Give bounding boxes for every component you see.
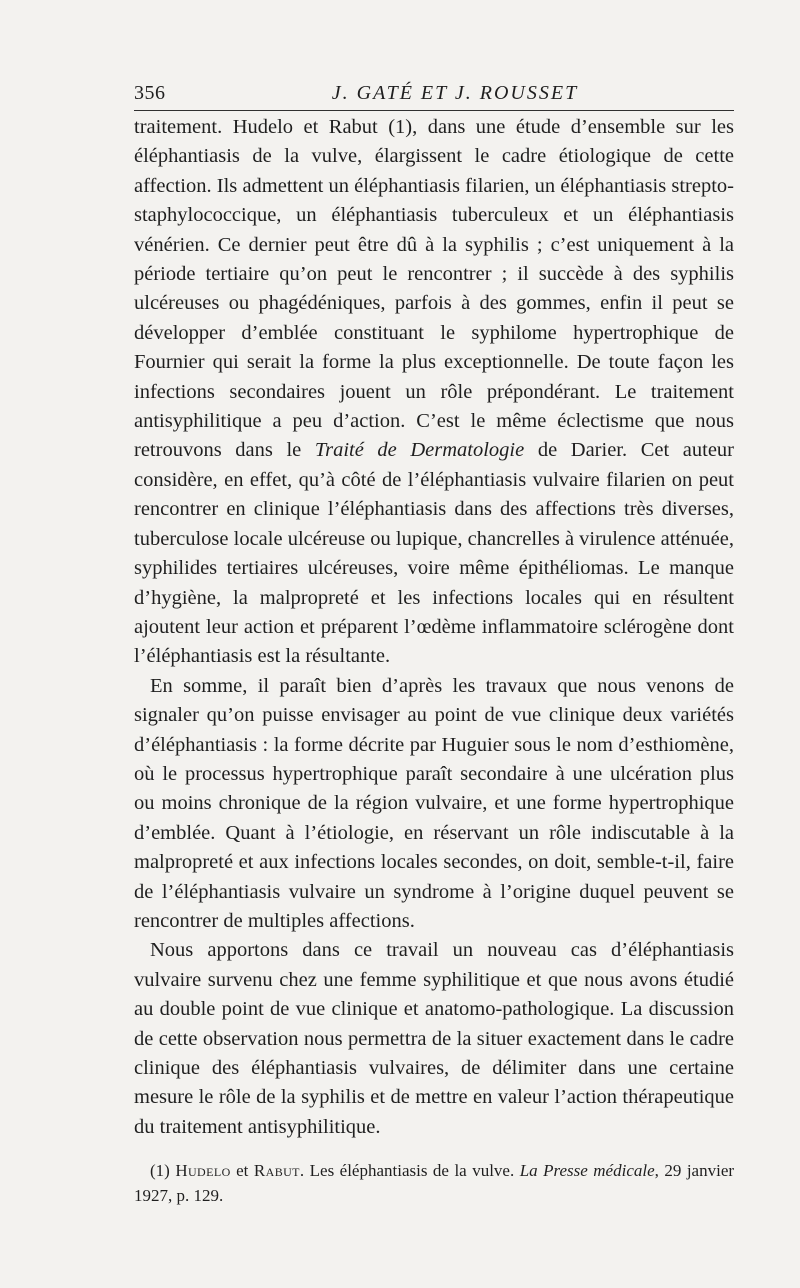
- footnote-author-2: Rabut: [253, 1161, 300, 1181]
- paragraph-1: [134, 113, 734, 672]
- paragraph-3: Nous apportons dans ce travail un nouveau cas d’éléphantiasis vulvaire survenu chez une femme syphilitique et que nous avons étudié au double point de vue clinique et anatomo-pathologique. La discussion de cette observation nous permettra de la situer exactement dans le cadre clinique des éléphantiasis vulvaires, de délimiter dans une certaine mesure le rôle de la syphilis et de mettre en valeur l’action thérapeutique du traitement antisyphilitique.: [134, 939, 734, 1138]
- footnote-marker: (1): [150, 1161, 170, 1181]
- paragraph-2: En somme, il paraît bien d’après les travaux que nous venons de signaler qu’on puisse envisager au point de vue clinique deux variétés d’éléphantiasis : la forme décrite par Huguier sous le nom d’esthiomène, où le processus hypertrophique paraît secondaire à une ulcération plus ou moins chronique de la région vulvaire, et une forme hypertrophique d’emblée. Quant à l’étiologie, en réservant un rôle indiscutable à la malpropreté et aux infections locales secondes, on doit, semble-t-il, faire de l’éléphantiasis vulvaire un syndrome à l’origine duquel peuvent se rencontrer de multiples affections.: [134, 674, 734, 932]
- book-title-reference: Traité de Dermatologie: [314, 439, 525, 462]
- page-number: 356: [134, 82, 166, 104]
- paragraph-1-text-start: traitement. Hudelo et Rabut (1), dans une étude d’ensemble sur les éléphantiasis de la vulve, élargissent le cadre étiologique de cette affection. Ils admettent un éléphantiasis filarien, un éléphantiasis strepto-staphylococcique, un éléphantiasis tuberculeux et un éléphantiasis vénérien. Ce dernier peut être dû à la syphilis ; c’est uniquement à la période tertiaire qu’on peut le rencontrer ; il succède à des syphilis ulcéreuses ou phagédéniques, parfois à des gommes, enfin il peut se développer d’emblée constituant le syphilome hypertrophique de Fournier qui serait la forme la plus exceptionnelle. De toute façon les infections secondaires jouent un rôle prépondérant. Le traitement antisyphilitique a peu d’action. C’est le même éclectisme que nous retrouvons dans le: [134, 116, 734, 462]
- footnote-date: , 29 janvier 1927, p. 129.: [134, 1161, 735, 1206]
- paragraph-1-text-end: de Darier. Cet auteur considère, en effet, qu’à côté de l’éléphantiasis vulvaire filarien on peut rencontrer en clinique l’éléphantiasis dans des affections très diverses, tuberculose locale ulcéreuse ou lupique, chancrelles à virulence atténuée, syphilides tertiaires ulcéreuses, voire même épithéliomas. Le manque d’hygiène, la malpropreté et les infections locales qui en résultent ajoutent leur action et préparent l’œdème inflammatoire sclérogène dont l’éléphantiasis est la résultante.: [134, 439, 734, 668]
- footnote: [134, 1158, 734, 1208]
- main-text: [134, 113, 734, 1142]
- footnote-author-1: Hudelo: [175, 1161, 231, 1181]
- footnote-connector: et: [236, 1161, 249, 1181]
- running-head: J. GATÉ ET J. ROUSSET: [331, 82, 579, 104]
- footnote-journal: La Presse médicale: [519, 1161, 655, 1181]
- footnote-title: . Les éléphantiasis de la vulve.: [299, 1161, 520, 1181]
- page-header: [134, 80, 734, 111]
